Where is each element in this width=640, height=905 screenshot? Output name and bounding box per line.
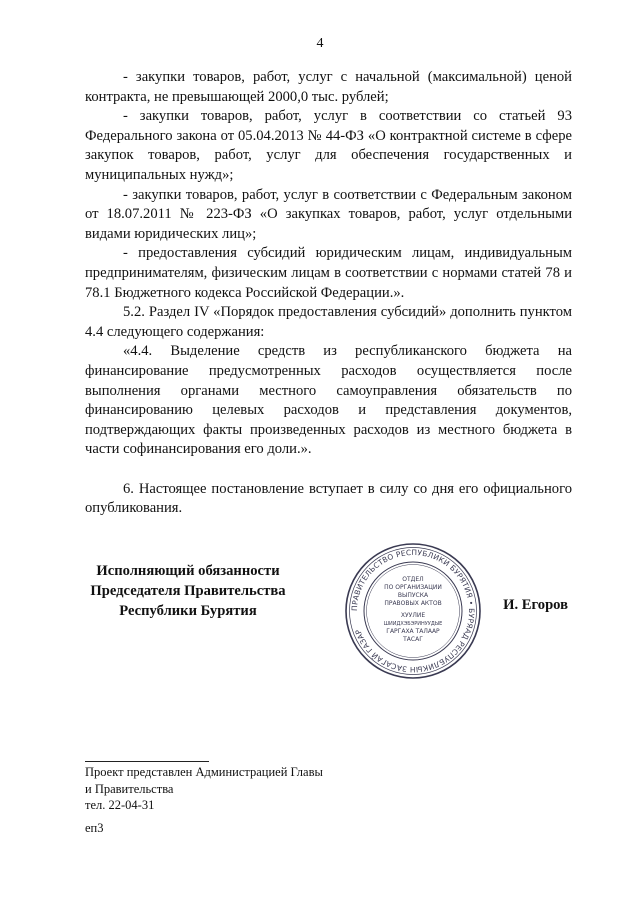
- paragraph-purchases-223-fz: - закупки товаров, работ, услуг в соответствии с Федеральным законом от 18.07.2011 № 223-ФЗ «О закупках товаров, работ, услуг отдельными видами юридических лиц»;: [85, 186, 572, 242]
- signatory-name: И. Егоров: [503, 597, 568, 613]
- paragraph-purchases-article-93: - закупки товаров, работ, услуг в соответствии со статьей 93 Федерального закона от 05.04.2013 № 44-ФЗ «О контрактной системе в сфере закупок товаров, работ, услуг для обеспечения государственных и муниципальных нужд»;: [85, 108, 572, 183]
- paragraph-clause-4-4: «4.4. Выделение средств из республиканского бюджета на финансирование предусмотренных расходов осуществляется после выполнения органами местного самоуправления обязательств по финансированию целевых расходов и представления документов, подтверждающих факты произведенных расходов из местного бюджета в части софинансирования его доли.».: [85, 343, 572, 458]
- document-code: еп3: [85, 821, 104, 835]
- signatory-title: Исполняющий обязанности Председателя Правительства Республики Бурятия: [90, 563, 286, 619]
- stamp-line: ПРАВОВЫХ АКТОВ: [384, 600, 442, 607]
- official-stamp: [343, 541, 483, 681]
- footer-divider: [85, 761, 209, 762]
- footer-line: Проект представлен Администрацией Главы: [85, 765, 323, 779]
- footer-note: [85, 764, 323, 814]
- page-number: 4: [316, 36, 324, 51]
- signature-block: [85, 547, 572, 681]
- stamp-line: ВЫПУСКА: [397, 592, 429, 599]
- paragraph-subsidies: - предоставления субсидий юридическим лицам, индивидуальным предпринимателям, физическим лицам в соответствии с нормами статей 78 и 78.1 Бюджетного кодекса Российской Федерации.».: [85, 245, 572, 301]
- stamp-ring-text: ПРАВИТЕЛЬСТВО РЕСПУБЛИКИ БУРЯТИЯ • БУРЯАД РЕСПУБЛИКЫН ЗАСАГАЙ ГАЗАР: [349, 547, 477, 675]
- paragraph-purchases-price-limit: - закупки товаров, работ, услуг с начальной (максимальной) ценой контракта, не превышающей 2000,0 тыс. рублей;: [85, 69, 572, 105]
- stamp-line: ГАРГАХА ТАЛААР: [386, 628, 440, 635]
- document-body: [85, 68, 572, 519]
- paragraph-section-4-amendment: 5.2. Раздел IV «Порядок предоставления субсидий» дополнить пунктом 4.4 следующего содержания:: [85, 304, 572, 340]
- stamp-line: ШИИДХЭБЭРИНУУДЫЕ: [383, 621, 443, 627]
- paragraph-effective-date: 6. Настоящее постановление вступает в силу со дня его официального опубликования.: [85, 480, 572, 517]
- stamp-line: ОТДЕЛ: [402, 576, 424, 583]
- stamp-line: ПО ОРГАНИЗАЦИИ: [384, 584, 442, 591]
- footer-phone: тел. 22-04-31: [85, 798, 155, 812]
- svg-text:ПРАВИТЕЛЬСТВО РЕСПУБЛИКИ БУРЯТ: [350, 548, 476, 674]
- stamp-line: ТАСАГ: [403, 636, 423, 643]
- footer-line: и Правительства: [85, 781, 174, 796]
- stamp-line: ХУУЛИЕ: [400, 612, 426, 619]
